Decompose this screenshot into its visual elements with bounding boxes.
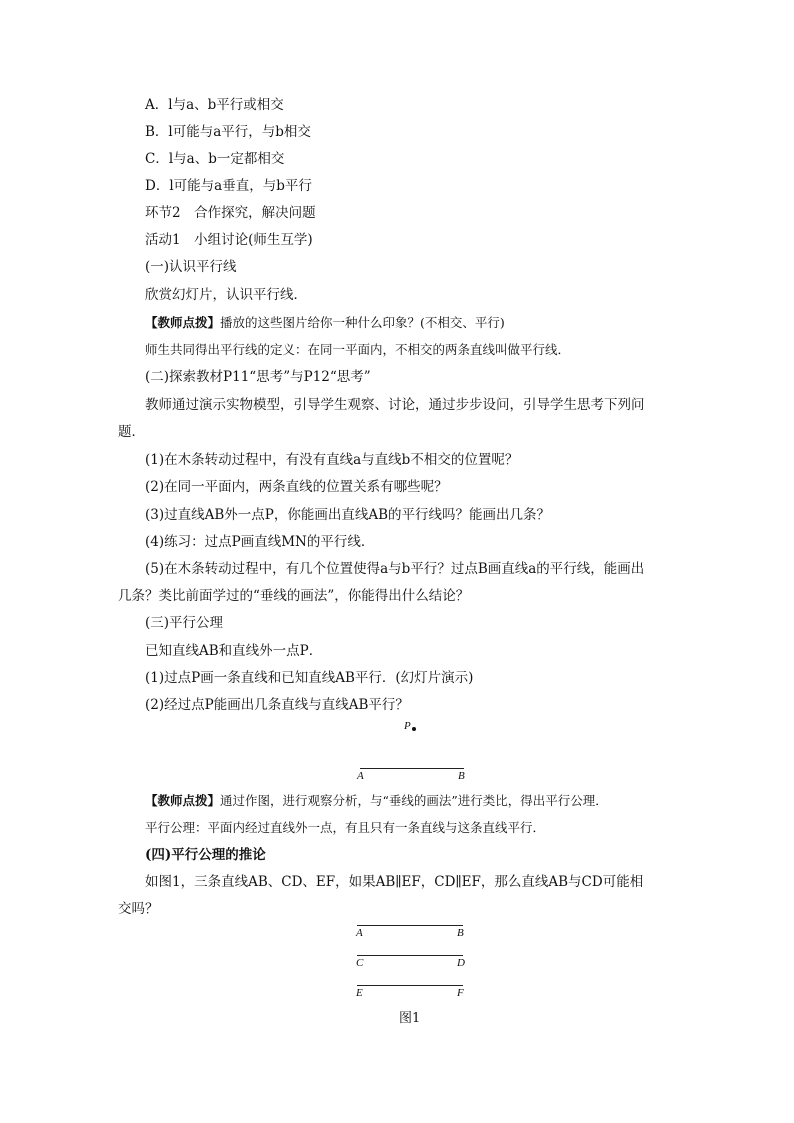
part1-tip (145, 315, 505, 331)
part2-intro-1: 教师通过演示实物模型，引导学生观察、讨论，通过步步设问，引导学生思考下列问 (145, 397, 645, 413)
part3-axiom: 平行公理：平面内经过直线外一点，有且只有一条直线与这条直线平行． (145, 820, 546, 835)
fig1-label-f: F (457, 987, 464, 999)
part2-q5-2: 几条？类比前面学过的“垂线的画法”，你能得出什么结论？ (118, 588, 470, 604)
part2-q2: (2)在同一平面内，两条直线的位置关系有哪些呢？ (145, 479, 448, 495)
part3-tip (145, 793, 608, 809)
line-ef (357, 985, 463, 986)
part4-text-1: 如图1，三条直线AB、CD、EF，如果AB∥EF，CD∥EF，那么直线AB与CD可能相 (145, 874, 644, 890)
fig1-label-c: C (356, 957, 364, 969)
section-step2: 环节2 合作探究，解决问题 (145, 205, 316, 221)
part3-given: 已知直线AB和直线外一点P． (145, 643, 323, 659)
fig-label-a: A (357, 770, 364, 782)
fig1-label-d: D (457, 957, 465, 969)
fig-label-p: P (404, 720, 411, 732)
part2-heading: (二)探索教材P11“思考”与P12“思考” (145, 369, 371, 385)
tip-label: 【教师点拨】 (145, 793, 221, 808)
option-d: D．l可能与a垂直，与b平行 (145, 178, 312, 194)
part3-q2: (2)经过点P能画出几条直线与直线AB平行？ (145, 697, 409, 713)
fig1-label-e: E (356, 987, 363, 999)
part1-definition: 师生共同得出平行线的定义：在同一平面内，不相交的两条直线叫做平行线． (145, 342, 571, 357)
tip-text: 通过作图，进行观察分析，与“垂线的画法”进行类比，得出平行公理． (220, 793, 608, 808)
part3-heading: (三)平行公理 (145, 615, 224, 631)
part4-heading: (四)平行公理的推论 (145, 847, 266, 863)
part2-q4: (4)练习：过点P画直线MN的平行线． (145, 534, 375, 550)
part2-q3: (3)过直线AB外一点P，你能画出直线AB的平行线吗？能画出几条？ (145, 507, 551, 523)
option-c: C．l与a、b一定都相交 (145, 151, 285, 167)
line-cd (357, 955, 463, 956)
line-ab (360, 768, 464, 769)
tip-text: 播放的这些图片给你一种什么印象？(不相交、平行) (220, 315, 505, 330)
part1-heading: (一)认识平行线 (145, 259, 237, 275)
fig1-label-b: B (457, 927, 464, 939)
part1-text: 欣赏幻灯片，认识平行线． (145, 287, 307, 303)
part2-q1: (1)在木条转动过程中，有没有直线a与直线b不相交的位置呢？ (145, 452, 519, 468)
figure-1-caption: 图1 (399, 1011, 421, 1026)
option-a: A．l与a、b平行或相交 (145, 97, 284, 113)
part2-intro-2: 题． (118, 424, 145, 440)
tip-label: 【教师点拨】 (145, 315, 221, 330)
line-ab (357, 925, 463, 926)
part2-q5-1: (5)在木条转动过程中，有几个位置使得a与b平行？过点B画直线a的平行线，能画出 (145, 561, 645, 577)
fig1-label-a: A (356, 927, 363, 939)
part4-text-2: 交吗？ (118, 901, 159, 917)
option-b: B．l可能与a平行，与b相交 (145, 124, 311, 140)
fig-label-b: B (458, 770, 465, 782)
part3-q1: (1)过点P画一条直线和已知直线AB平行．(幻灯片演示) (145, 670, 474, 686)
section-activity1: 活动1 小组讨论(师生互学) (145, 232, 313, 248)
point-p (412, 727, 416, 731)
